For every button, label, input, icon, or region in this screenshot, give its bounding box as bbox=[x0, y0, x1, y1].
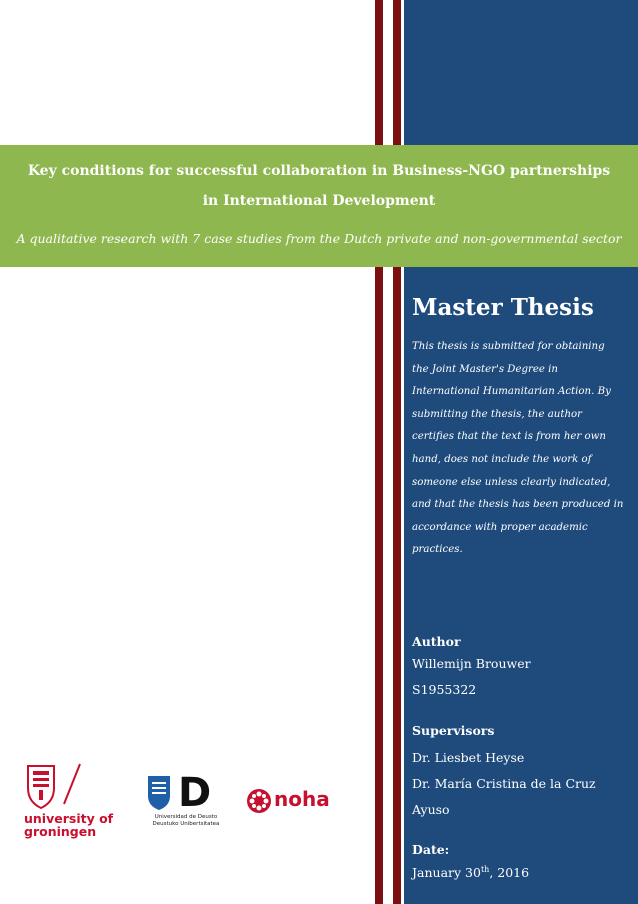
statement-line: hand, does not include the work of bbox=[412, 453, 592, 465]
deusto-caption bbox=[140, 814, 232, 828]
statement-line: practices. bbox=[412, 544, 463, 556]
date-value-sup: th bbox=[480, 865, 490, 874]
author-label: Author bbox=[412, 634, 461, 649]
title-band bbox=[0, 145, 638, 267]
groningen-wordmark: university of groningen bbox=[24, 811, 114, 839]
supervisor-name: Dr. María Cristina de la Cruz bbox=[412, 776, 596, 791]
statement-line: This thesis is submitted for obtaining bbox=[412, 341, 605, 352]
thesis-title-line-1: Key conditions for successful collaboration in Business-NGO partnerships bbox=[27, 163, 611, 179]
date-value bbox=[412, 860, 632, 883]
statement-line: the Joint Master's Degree in bbox=[412, 363, 558, 375]
date-value-prefix: January 30 bbox=[412, 865, 481, 881]
supervisor-name: Dr. Liesbet Heyse bbox=[412, 750, 525, 765]
statement-line: and that the thesis has been produced in bbox=[412, 499, 624, 511]
statement-line: submitting the thesis, the author bbox=[412, 408, 583, 420]
thesis-subtitle: A qualitative research with 7 case studies from the Dutch private and non-governmental sector bbox=[16, 231, 622, 246]
stripe-gap bbox=[383, 0, 393, 904]
stripe-red-outer bbox=[375, 0, 383, 904]
thesis-statement bbox=[412, 336, 632, 562]
deusto-emblem-icon bbox=[140, 770, 230, 812]
thesis-title-line-2: in International Development bbox=[202, 193, 436, 209]
master-thesis-heading: Master Thesis bbox=[412, 294, 594, 321]
supervisors-label: Supervisors bbox=[412, 723, 495, 738]
deusto-caption-line: Deustuko Unibertsitatea bbox=[152, 821, 220, 827]
statement-line: certifies that the text is from her own bbox=[412, 431, 606, 443]
student-id: S1955322 bbox=[412, 682, 477, 697]
noha-wordmark: noha bbox=[274, 787, 330, 811]
statement-line: someone else unless clearly indicated, bbox=[412, 476, 611, 488]
stripe-red-inner bbox=[393, 0, 401, 904]
date-value-suffix: , 2016 bbox=[489, 865, 530, 881]
deusto-caption-line: Universidad de Deusto bbox=[154, 814, 218, 820]
noha-flower-icon bbox=[246, 788, 272, 814]
statement-line: International Humanitarian Action. By bbox=[412, 386, 611, 398]
noha-logo bbox=[246, 786, 336, 818]
supervisors-section bbox=[412, 721, 632, 820]
university-of-groningen-logo bbox=[24, 762, 124, 842]
universidad-de-deusto-logo bbox=[140, 770, 230, 834]
author-section bbox=[412, 632, 632, 700]
date-section bbox=[412, 840, 632, 883]
deusto-letter: D bbox=[178, 770, 212, 812]
author-name: Willemijn Brouwer bbox=[412, 656, 531, 671]
groningen-crest-icon bbox=[24, 762, 124, 812]
statement-line: accordance with proper academic bbox=[412, 521, 588, 533]
date-label: Date: bbox=[412, 842, 450, 857]
supervisor-name: Ayuso bbox=[412, 802, 450, 817]
